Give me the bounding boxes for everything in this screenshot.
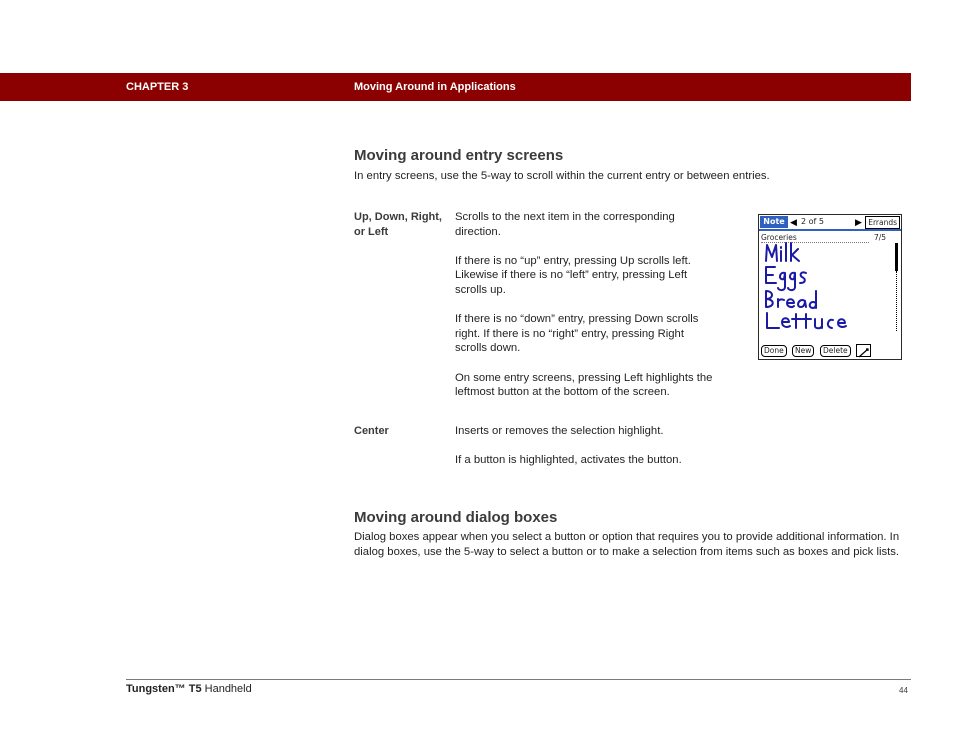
term-center-description [455,424,713,468]
section-heading-entry-screens: Moving around entry screens [354,147,564,164]
pen-icon [856,344,871,357]
record-position: 2 of 5 [801,217,824,226]
category-picker: Errands [865,216,900,229]
footer-product-rest: Handheld [201,683,252,695]
footer-product [126,683,252,695]
scroll-track [896,271,898,331]
left-arrow-icon: ◀ [790,217,797,227]
handwritten-ink [759,215,901,343]
footer-rule [126,679,911,680]
term-center: Center [354,425,389,437]
device-screenshot [758,214,902,360]
description-paragraph: If a button is highlighted, activates the button. [455,454,682,467]
description-paragraph: On some entry screens, pressing Left highlights the leftmost button at the bottom of the screen. [455,371,713,399]
footer-product-bold: Tungsten™ T5 [126,683,202,695]
chapter-header-bar [0,73,911,101]
term-directions: Up, Down, Right, or Left [354,211,442,238]
chapter-title: Moving Around in Applications [354,81,516,93]
right-arrow-icon: ▶ [855,217,862,227]
section-intro-dialog-boxes: Dialog boxes appear when you select a button or option that requires you to provide additional information. In dialog boxes, use the 5-way to select a button or to make a selection from items such as boxes and pick lists. [354,531,900,558]
section-heading-dialog-boxes: Moving around dialog boxes [354,509,558,526]
note-title: Groceries [761,233,797,242]
scroll-thumb [895,243,898,271]
description-paragraph: If there is no “up” entry, pressing Up scrolls left. Likewise if there is no “left” entry, pressing Left scrolls up. [455,254,691,296]
description-paragraph: If there is no “down” entry, pressing Down scrolls right. If there is no “right” entry, pressing Right scrolls down. [455,313,699,355]
page-number: 44 [899,686,908,695]
scroll-bar [895,243,898,331]
delete-button: Delete [820,345,851,357]
note-page-indicator: 7/5 [874,233,887,242]
new-button: New [792,345,814,357]
term-directions-description [455,210,713,400]
description-paragraph: Scrolls to the next item in the corresponding direction. [455,211,675,238]
note-tab: Note [760,216,788,228]
section-intro-entry-screens: In entry screens, use the 5-way to scroll within the current entry or between entries. [354,170,770,182]
chapter-label: CHAPTER 3 [126,81,189,93]
done-button: Done [761,345,787,357]
description-paragraph: Inserts or removes the selection highlight. [455,425,664,437]
